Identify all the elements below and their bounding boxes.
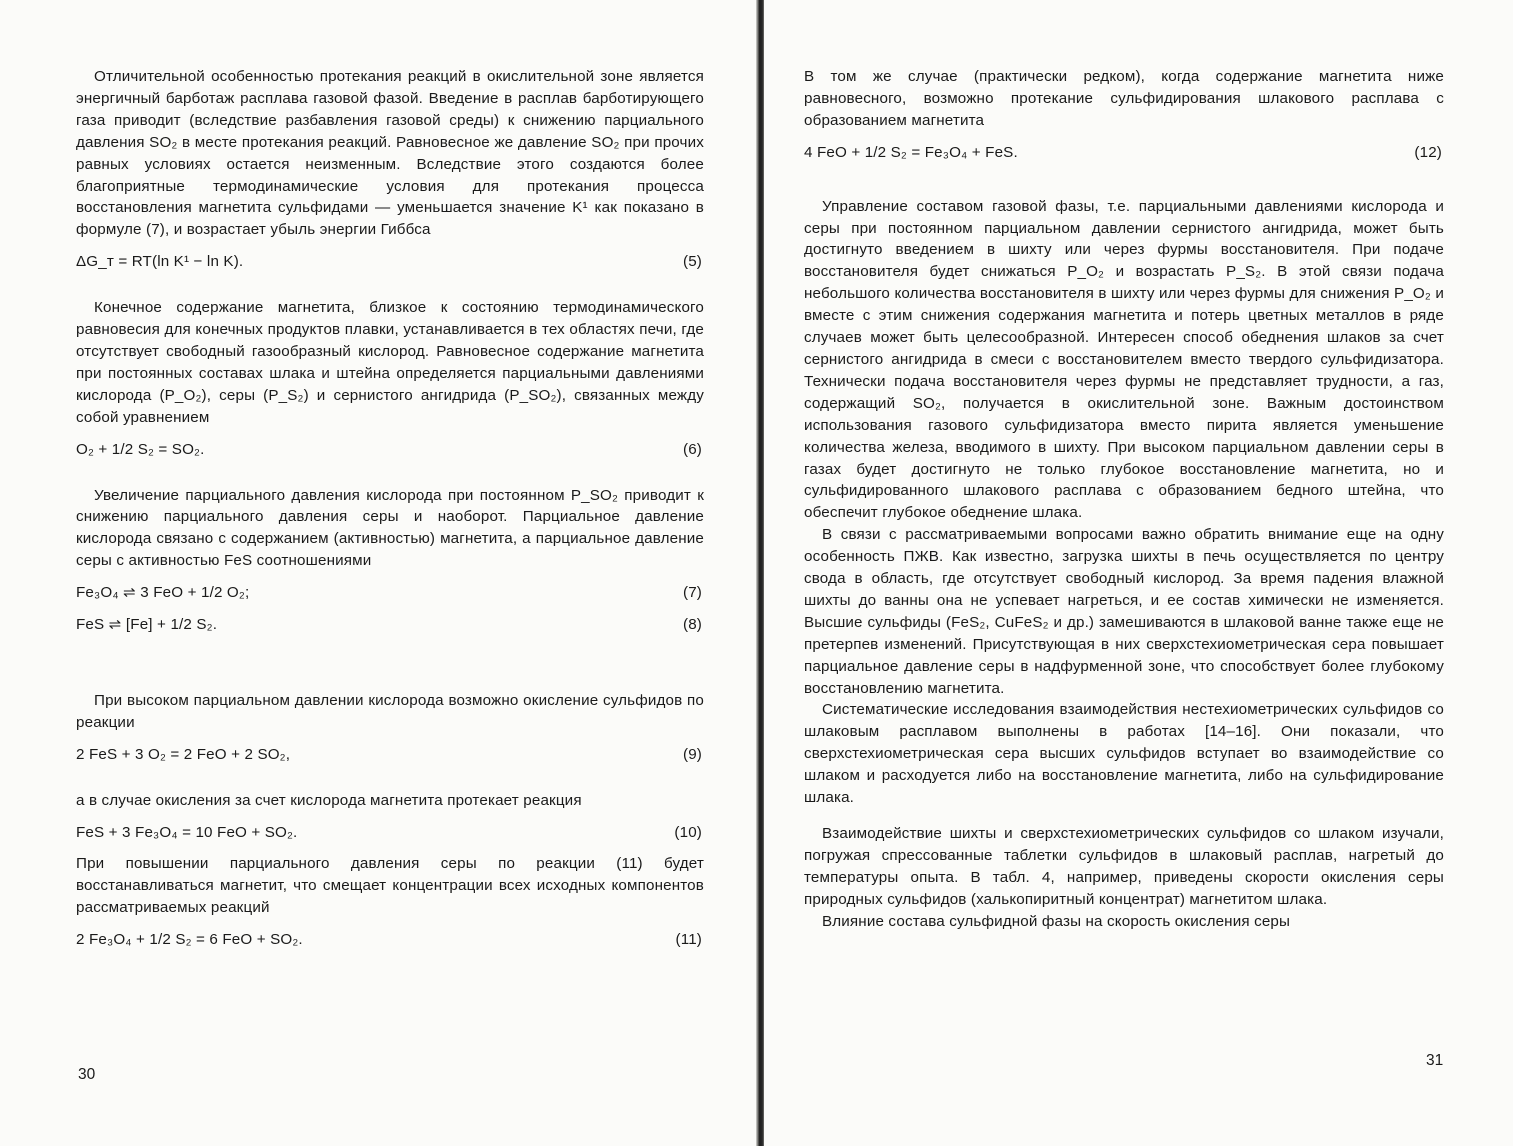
paragraph: Влияние состава сульфидной фазы на скорость окисления серы xyxy=(822,912,1291,930)
paragraph: Систематические исследования взаимодействия нестехиометрических сульфидов со шлаковым расплавом выполнены в работах [14–16]. Они показали, что сверхстехиометрическая сера высших сульфидов вступает во взаимодействие со шлаком и расходуется либо на восстановление магнетита, либо на сульфидирование шлака. xyxy=(804,701,1444,807)
paragraph: В связи с рассматриваемыми вопросами важно обратить внимание еще на одну особенность ПЖВ. Как известно, загрузка шихты в печь осуществляется по центру свода в область, где отсутствует свободный кислород. За время падения влажной шихты до ванны она не успевает нагреться, и ее состав химически не изменяется. Высшие сульфиды (FeS₂, CuFeS₂ и др.) замешиваются в шлаковой ванне также еще не претерпев изменений. Присутствующая в них сверхстехиометрическая сера повышает парциальное давление серы в надфурменной зоне, что способствует более глубокому восстановлению магнетита. xyxy=(804,526,1444,697)
equation-12 xyxy=(804,142,1444,164)
equation-5 xyxy=(76,251,704,273)
equation-8 xyxy=(76,614,704,636)
equation-number: (6) xyxy=(682,440,702,458)
equation-number: (12) xyxy=(1414,143,1442,161)
equation-9 xyxy=(76,744,704,766)
equation-formula: ΔG_т = RT(ln K¹ − ln K). xyxy=(76,253,244,271)
paragraph: Взаимодействие шихты и сверхстехиометрических сульфидов со шлаком изучали, погружая спрессованные таблетки сульфидов в шлаковый расплав, нагретый до температуры опыта. В табл. 4, например, приведены скорости окисления серы природных сульфидов (халькопиритный концентрат) магнетитом шлака. xyxy=(804,825,1444,908)
equation-formula: 4 FeO + 1/2 S₂ = Fe₃O₄ + FeS. xyxy=(804,143,1018,161)
paragraph: Управление составом газовой фазы, т.е. парциальными давлениями кислорода и серы при постоянном парциальном давлении сернистого ангидрида, может быть достигнуто введением в шихту или через фурмы восстановителя. При подаче восстановителя будет снижаться P_O₂ и возрастать P_S₂. В этой связи подача небольшого количества восстановителя в шихту или через фурмы для снижения P_O₂ и вместе с этим снижения содержания магнетита и потерь цветных металлов в ряде случаев может быть целесообразной. Интересен способ обеднения шлаков за счет сернистого ангидрида в смеси с восстановителем вместо твердого сульфидизатора. Технически подача восстановителя через фурмы не представляет трудности, а газ, содержащий SO₂, получается в окислительной зоне. Важным достоинством использования газового сульфидизатора вместо пирита является уменьшение количества железа, вводимого в шихту. При высоком парциальном давлении серы в газах будет достигнуто не только глубокое восстановление магнетита, но и сульфидированного шлакового расплава с образованием бедного штейна, что обеспечит глубокое обеднение шлака. xyxy=(804,197,1444,522)
equation-number: (11) xyxy=(675,931,702,949)
right-page-text xyxy=(804,66,1444,933)
equation-number: (7) xyxy=(682,584,702,602)
paragraph: При высоком парциальном давлении кислорода возможно окисление сульфидов по реакции xyxy=(76,691,704,731)
paragraph: При повышении парциального давления серы по реакции (11) будет восстанавливаться магнетит, что смещает концентрации всех исходных компонентов рассматриваемых реакций xyxy=(76,855,704,917)
paragraph: Конечное содержание магнетита, близкое к состоянию термодинамического равновесия для конечных продуктов плавки, устанавливается в тех областях печи, где отсутствует свободный газообразный кислород. Равновесное содержание магнетита при постоянных составах шлака и штейна определяется парциальными давлениями кислорода (P_O₂), серы (P_S₂) и сернистого ангидрида (P_SO₂), связанных между собой уравнением xyxy=(76,299,704,426)
page-number: 31 xyxy=(1426,1052,1444,1069)
right-page xyxy=(764,0,1513,1146)
equation-formula: 2 Fe₃O₄ + 1/2 S₂ = 6 FeO + SO₂. xyxy=(76,931,303,949)
paragraph: Увеличение парциального давления кислорода при постоянном P_SO₂ приводит к снижению парциального давления серы и наоборот. Парциальное давление кислорода связано с содержанием (активностью) магнетита, а парциальное давление серы с активностью FeS соотношениями xyxy=(76,486,704,570)
equation-number: (8) xyxy=(682,616,702,634)
equation-number: (9) xyxy=(682,745,702,763)
equation-formula: O₂ + 1/2 S₂ = SO₂. xyxy=(76,440,205,458)
paragraph: а в случае окисления за счет кислорода магнетита протекает реакция xyxy=(76,791,582,809)
paragraph: Отличительной особенностью протекания реакций в окислительной зоне является энергичный барботаж расплава газовой фазой. Введение в расплав барботирующего газа приводит (вследствие разбавления газовой среды) к снижению парциального давления SO₂ в месте протекания реакций. Равновесное же давление SO₂ при прочих равных условиях остается неизменным. Вследствие этого создаются более благоприятные термодинамические условия для протекания процесса восстановления магнетита сульфидами — уменьшается значение K¹ как показано в формуле (7), и возрастает убыль энергии Гиббса xyxy=(76,68,704,239)
page-number: 30 xyxy=(78,1066,96,1083)
left-page-text xyxy=(76,66,704,961)
equation-number: (10) xyxy=(674,823,702,841)
equation-number: (5) xyxy=(682,253,702,271)
equation-formula: FeS ⇌ [Fe] + 1/2 S₂. xyxy=(76,616,218,634)
equation-7 xyxy=(76,582,704,604)
equation-formula: FeS + 3 Fe₃O₄ = 10 FeO + SO₂. xyxy=(76,823,298,841)
equation-6 xyxy=(76,439,704,461)
equation-formula: 2 FeS + 3 O₂ = 2 FeO + 2 SO₂, xyxy=(76,745,291,763)
equation-10 xyxy=(76,822,704,844)
equation-formula: Fe₃O₄ ⇌ 3 FeO + 1/2 O₂; xyxy=(76,584,250,602)
paragraph: В том же случае (практически редком), когда содержание магнетита ниже равновесного, возможно протекание сульфидирования шлакового расплава с образованием магнетита xyxy=(804,68,1444,129)
equation-11 xyxy=(76,929,704,951)
